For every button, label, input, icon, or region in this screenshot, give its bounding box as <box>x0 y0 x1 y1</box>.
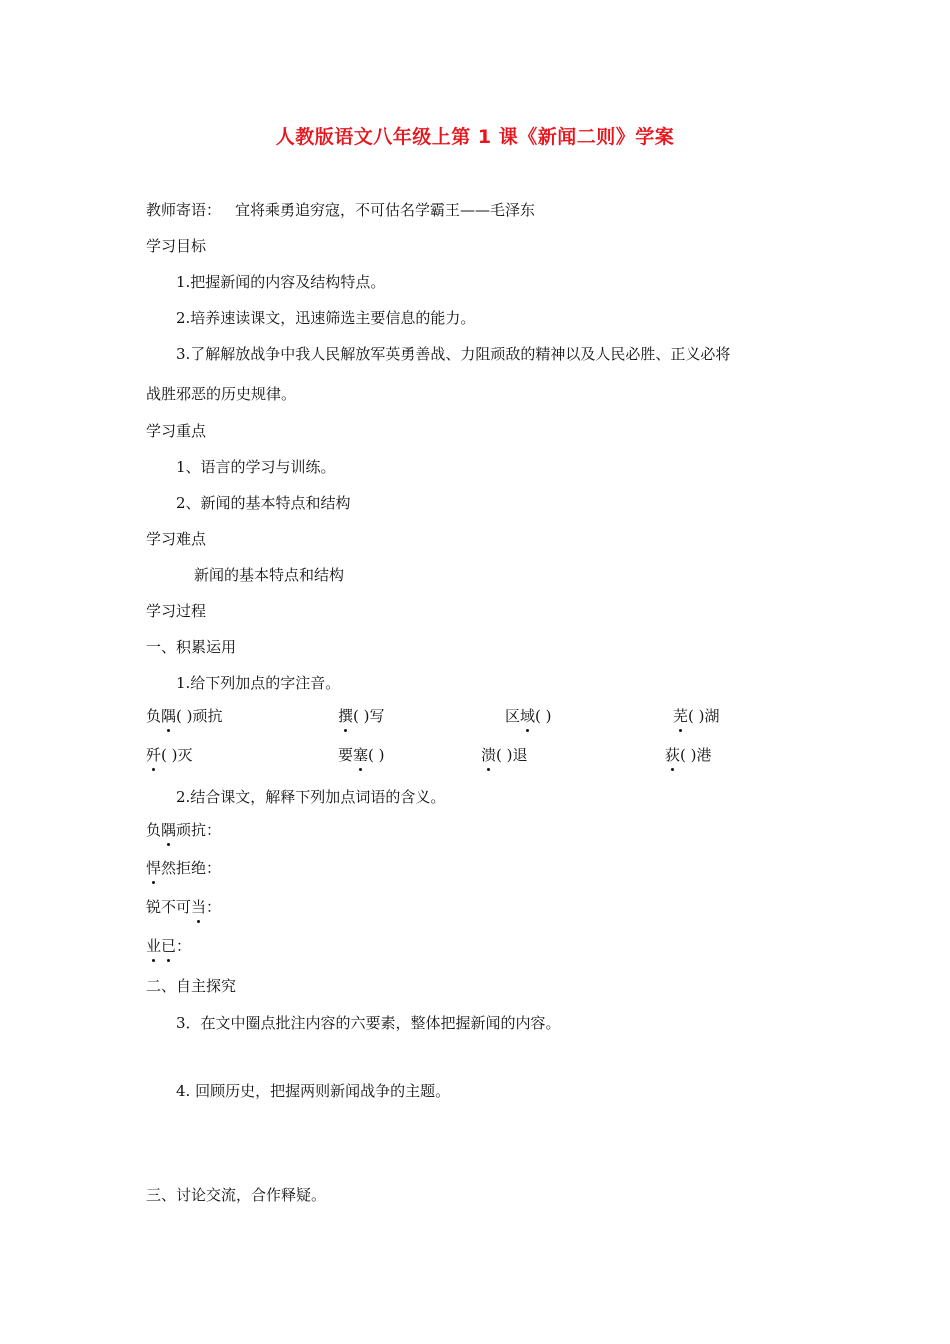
key-point-2: 2、新闻的基本特点和结构 <box>176 494 351 512</box>
dotted-char: 塞 <box>353 746 369 764</box>
section-1-heading: 一、积累运用 <box>146 638 237 656</box>
goal-item-3-cont: 战胜邪恶的历史规律。 <box>146 385 297 403</box>
question-4: 4. 回顾历史，把握两则新闻战争的主题。 <box>176 1082 451 1100</box>
dotted-char: 当 <box>191 898 207 916</box>
section-2-heading: 二、自主探究 <box>146 977 237 995</box>
dotted-char: 隅 <box>161 821 177 839</box>
pinyin-item: 歼( )灭 <box>146 746 193 764</box>
question-3: 3．在文中圈点批注内容的六要素，整体把握新闻的内容。 <box>176 1014 561 1032</box>
dotted-char: 歼 <box>146 746 162 764</box>
goals-heading: 学习目标 <box>146 237 207 255</box>
dotted-char: 芜 <box>673 707 689 725</box>
dotted-char: 隅 <box>161 707 177 725</box>
goal-item-2: 2.培养速读课文，迅速筛选主要信息的能力。 <box>176 309 476 327</box>
process-heading: 学习过程 <box>146 602 207 620</box>
term-item: 悍然拒绝： <box>146 859 222 877</box>
dotted-char: 悍 <box>146 859 162 877</box>
dotted-char: 荻 <box>665 746 681 764</box>
key-point-1: 1、语言的学习与训练。 <box>176 458 336 476</box>
term-item: 负隅顽抗： <box>146 821 222 839</box>
section-3-heading: 三、讨论交流，合作释疑。 <box>146 1186 327 1204</box>
motto-label: 教师寄语： <box>146 201 222 219</box>
pinyin-item: 撰( )写 <box>338 707 385 725</box>
dotted-char: 溃 <box>481 746 497 764</box>
motto-text: 宜将乘勇追穷寇，不可估名学霸王——毛泽东 <box>235 201 536 219</box>
question-2: 2.结合课文，解释下列加点词语的含义。 <box>176 788 446 806</box>
pinyin-item: 荻( )港 <box>665 746 712 764</box>
dotted-char: 业 <box>146 937 162 955</box>
teacher-motto <box>146 200 535 220</box>
pinyin-item: 区域( ) <box>505 707 552 725</box>
dotted-char: 域 <box>520 707 536 725</box>
term-item: 业已： <box>146 937 192 955</box>
pinyin-item: 芜( )湖 <box>673 707 720 725</box>
term-item: 锐不可当： <box>146 898 222 916</box>
pinyin-item: 要塞( ) <box>338 746 385 764</box>
goal-item-1: 1.把握新闻的内容及结构特点。 <box>176 273 386 291</box>
pinyin-item: 负隅( )顽抗 <box>146 707 223 725</box>
key-points-heading: 学习重点 <box>146 422 207 440</box>
question-1: 1.给下列加点的字注音。 <box>176 674 341 692</box>
difficulties-heading: 学习难点 <box>146 530 207 548</box>
dotted-char: 撰 <box>338 707 354 725</box>
pinyin-item: 溃( )退 <box>481 746 528 764</box>
dotted-char: 已 <box>161 937 177 955</box>
goal-item-3: 3.了解解放战争中我人民解放军英勇善战、力阻顽敌的精神以及人民必胜、正义必将 <box>176 345 731 363</box>
document-title: 人教版语文八年级上第 1 课《新闻二则》学案 <box>275 126 675 148</box>
difficulty-item-1: 新闻的基本特点和结构 <box>194 566 345 584</box>
